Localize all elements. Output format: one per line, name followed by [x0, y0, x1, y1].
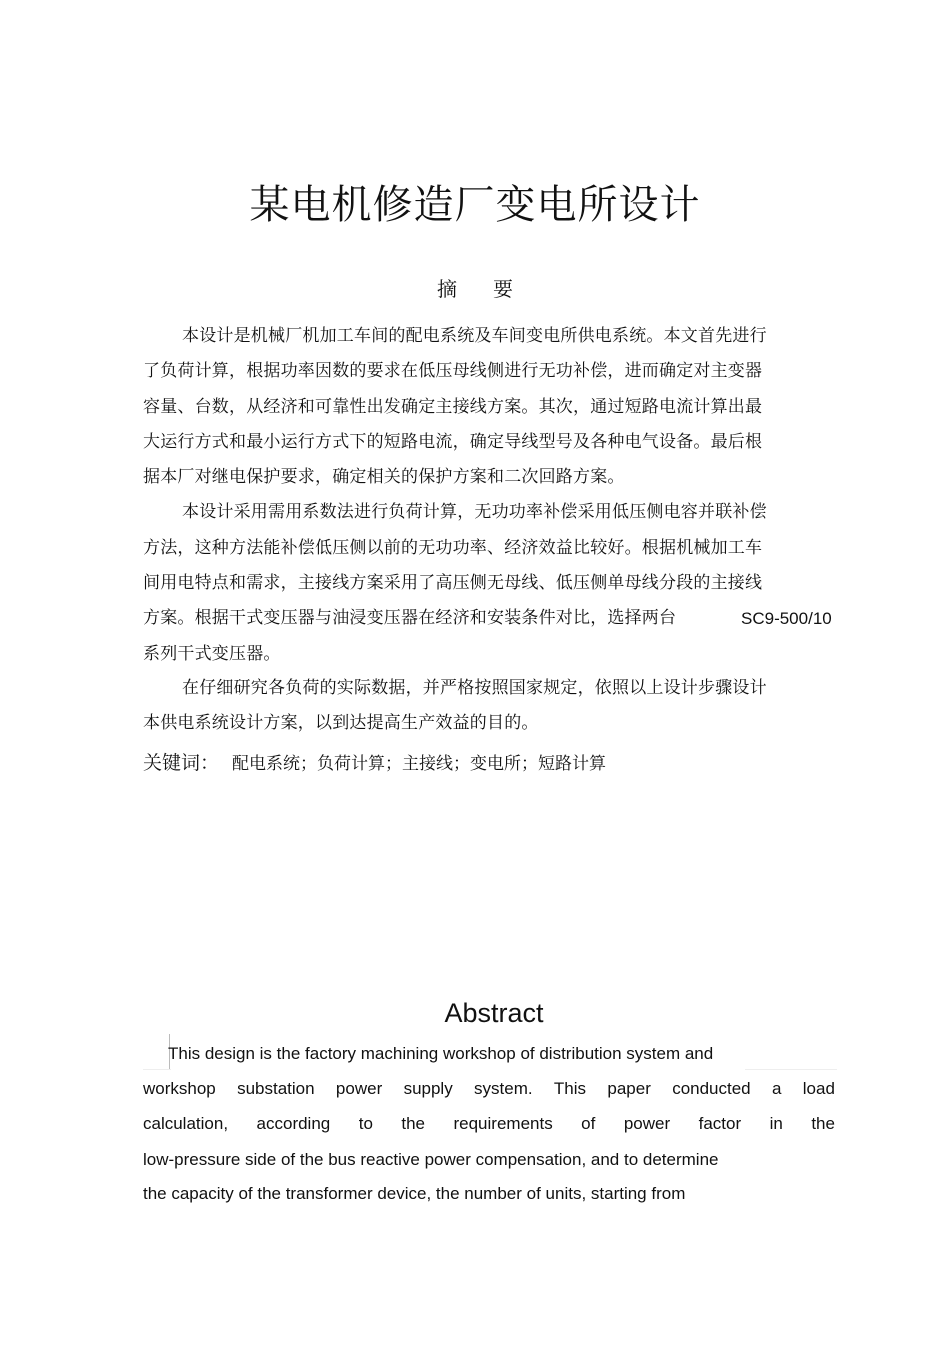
en-word: conducted [672, 1079, 751, 1098]
en-word: supply [403, 1079, 453, 1098]
en-word: factor [698, 1114, 742, 1133]
divider [745, 1069, 837, 1070]
en-word: of [581, 1114, 596, 1133]
cn-paragraph-line: 据本厂对继电保护要求，确定相关的保护方案和二次回路方案。 [143, 467, 625, 487]
en-word: requirements [453, 1114, 553, 1133]
en-word: paper [607, 1079, 651, 1098]
en-word: to [358, 1114, 373, 1133]
en-word: workshop [143, 1079, 216, 1098]
en-word: This [553, 1079, 587, 1098]
en-word: power [623, 1114, 671, 1133]
cn-paragraph-line: 方法，这种方法能补偿低压侧以前的无功功率、经济效益比较好。根据机械加工车 [143, 538, 763, 558]
cn-paragraph-line: 系列干式变压器。 [143, 644, 281, 664]
en-paragraph-line: the capacity of the transformer device, the number of units, starting from [143, 1184, 686, 1203]
abstract-heading-en: Abstract [444, 998, 544, 1028]
en-word: in [769, 1114, 783, 1133]
en-word: a [771, 1079, 782, 1098]
en-word: system. [474, 1079, 533, 1098]
en-paragraph-line [143, 1112, 835, 1136]
transformer-model: SC9-500/10 [741, 609, 832, 628]
cn-paragraph-line: 本设计是机械厂机加工车间的配电系统及车间变电所供电系统。本文首先进行 [182, 326, 767, 346]
keywords-text: 配电系统；负荷计算；主接线；变电所；短路计算 [232, 754, 606, 774]
abstract-heading-char-1: 摘 [437, 277, 457, 301]
cn-paragraph-line: 本设计采用需用系数法进行负荷计算，无功功率补偿采用低压侧电容并联补偿 [182, 502, 767, 522]
cn-paragraph-line: 方案。根据干式变压器与油浸变压器在经济和安装条件对比，选择两台 [143, 608, 677, 628]
cn-paragraph-line: 了负荷计算，根据功率因数的要求在低压母线侧进行无功补偿，进而确定对主变器 [143, 361, 763, 381]
abstract-heading-char-2: 要 [493, 277, 513, 301]
cn-paragraph-line: 间用电特点和需求，主接线方案采用了高压侧无母线、低压侧单母线分段的主接线 [143, 573, 763, 593]
cn-paragraph-line: 容量、台数，从经济和可靠性出发确定主接线方案。其次，通过短路电流计算出最 [143, 397, 763, 417]
cn-paragraph-line: 在仔细研究各负荷的实际数据，并严格按照国家规定，依照以上设计步骤设计 [182, 678, 767, 698]
keywords-label: 关键词： [143, 752, 220, 774]
abstract-heading-cn [0, 276, 950, 302]
divider [143, 1069, 171, 1070]
en-word: power [335, 1079, 383, 1098]
en-word: the [811, 1114, 835, 1133]
en-word: calculation, [143, 1114, 229, 1133]
cn-paragraph-line: 本供电系统设计方案，以到达提高生产效益的目的。 [143, 713, 539, 733]
en-paragraph-line: low-pressure side of the bus reactive power compensation, and to determine [143, 1150, 719, 1169]
en-word: the [401, 1114, 426, 1133]
cn-paragraph-line: 大运行方式和最小运行方式下的短路电流，确定导线型号及各种电气设备。最后根 [143, 432, 763, 452]
en-paragraph-line: This design is the factory machining workshop of distribution system and [168, 1044, 714, 1063]
en-word: according [256, 1114, 331, 1133]
en-word: load [802, 1079, 835, 1098]
en-paragraph-line [143, 1077, 835, 1101]
document-title: 某电机修造厂变电所设计 [249, 182, 701, 228]
en-word: substation [237, 1079, 315, 1098]
